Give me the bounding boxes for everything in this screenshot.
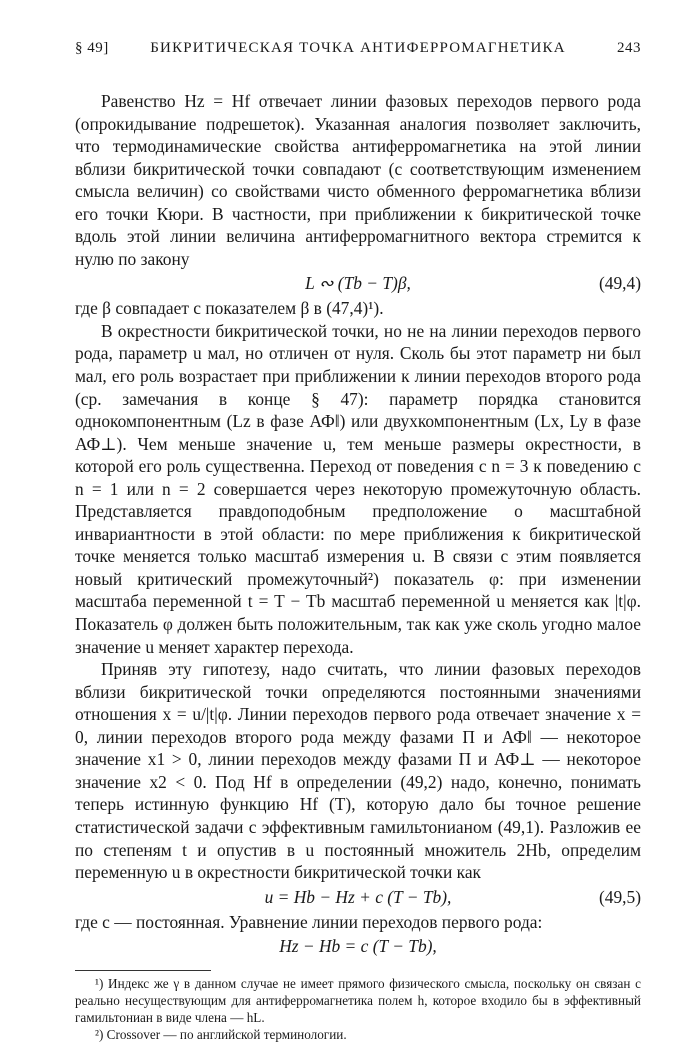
paragraph-1-tail: где β совпадает с показателем β в (47,4)¹). bbox=[75, 298, 384, 319]
equation-first-order-line bbox=[75, 933, 641, 960]
equation-formula: u = Hb − Hz + c (T − Tb), bbox=[264, 886, 452, 907]
footnote-1: ¹) Индекс же γ в данном случае не имеет прямого физического смысла, поскольку он связан с реально несуществующим для антиферромагнетика полем h, которое входило бы в эффективный гамильтониан в виде члена — hL. bbox=[75, 976, 641, 1026]
paragraph-1: Равенство Hz = Hf отвечает линии фазовых переходов первого рода (опрокидывание подрешеток). Указанная аналогия позволяет заключить, что термодинамические свойства антиферромагнетика на этой линии вблизи бикритической точки совпадают (с соответствующим изменением смысла величин) со свойствами чисто обменного ферромагнетика вблизи его точки Кюри. В частности, при приближении к бикритической точке вдоль этой линии величина антиферромагнитного вектора стремится к нулю по закону bbox=[75, 91, 641, 269]
book-page bbox=[75, 40, 641, 1043]
equation-49-4 bbox=[75, 270, 641, 297]
equation-49-5 bbox=[75, 884, 641, 911]
running-title: БИКРИТИЧЕСКАЯ ТОЧКА АНТИФЕРРОМАГНЕТИКА bbox=[150, 40, 566, 56]
main-text bbox=[75, 90, 641, 960]
equation-number: (49,5) bbox=[598, 886, 641, 907]
paragraph-4: где c — постоянная. Уравнение линии переходов первого рода: bbox=[75, 911, 543, 932]
page-number: 243 bbox=[617, 40, 641, 56]
footnote-2: ²) Crossover — по английской терминологии. bbox=[95, 1027, 347, 1043]
paragraph-2: В окрестности бикритической точки, но не на линии переходов первого рода, параметр u мал, но отличен от нуля. Сколь бы этот параметр ни был мал, его роль возрастает при приближении к линии переходов второго рода (ср. замечания в конце § 47): параметр порядка становится однокомпонентным (Lz в фазе АФ‖) или двухкомпонентным (Lx, Ly в фазе АФ⊥). Чем меньше значение u, тем меньше размеры окрестности, в которой его роль существенна. Переход от поведения с n = 3 к поведению с n = 1 или n = 2 совершается через некоторую промежуточную область. Представляется правдоподобным предположение о масштабной инвариантности в этой области: по мере приближения к бикритической точке меняется только масштаб измерения u. В связи с этим появляется новый критический промежуточный²) показатель φ: при изменении масштаба переменной t = T − Tb масштаб переменной u меняется как |t|φ. Показатель φ должен быть положительным, так как уже сколь угодно малое значение u меняет характер перехода. bbox=[75, 320, 641, 657]
footnote-divider bbox=[75, 970, 211, 971]
equation-formula: Hz − Hb = c (T − Tb), bbox=[279, 936, 437, 957]
footnotes bbox=[75, 975, 641, 1043]
paragraph-3: Приняв эту гипотезу, надо считать, что линии фазовых переходов вблизи бикритической точки определяются постоянными значениями отношения x = u/|t|φ. Линии переходов первого рода отвечает значение x = 0, линии переходов второго рода между фазами П и АФ‖ — некоторое значение x1 > 0, линии переходов между фазами П и АФ⊥ — некоторое значение x2 < 0. Под Hf в определении (49,2) надо, конечно, понимать теперь истинную функцию Hf (T), которую дало бы точное решение статистической задачи с эффективным гамильтонианом (49,1). Разложив ее по степеням t и опустив в u постоянный множитель 2Hb, определим переменную u в окрестности бикритической точки как bbox=[75, 659, 641, 883]
equation-number: (49,4) bbox=[598, 273, 641, 294]
section-reference: § 49] bbox=[75, 40, 109, 56]
equation-formula: L ∾ (Tb − T)β, bbox=[305, 273, 411, 294]
running-header bbox=[75, 40, 641, 64]
